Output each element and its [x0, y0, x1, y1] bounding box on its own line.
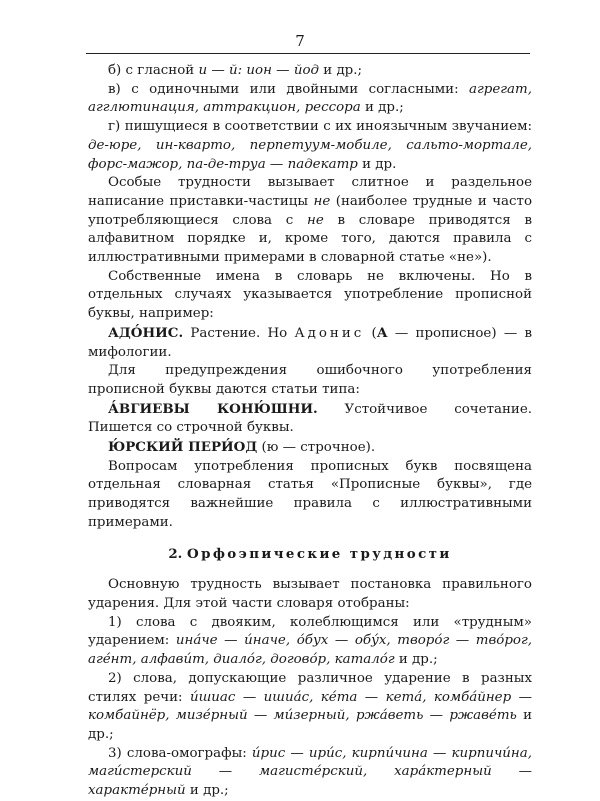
text: — прописное) — в мифологии.: [88, 325, 533, 360]
text: Устойчивое сочетание. Пишется со строчной буквы.: [88, 401, 532, 436]
italic-word: не: [307, 212, 324, 228]
text: Вопросам употребления прописных букв посвящена отдельная словарная статья «Прописные буквы», где приводятся важнейшие правила с иллюстративными примерами.: [88, 458, 532, 530]
paragraph-item-1: [88, 614, 532, 670]
entry-jurassic: [88, 438, 532, 458]
paragraph-ne-particle: [88, 174, 532, 268]
text: г) пишущиеся в соответствии с их иноязычным звучанием:: [108, 119, 532, 135]
paragraph-item-3: [88, 745, 532, 801]
text: 1) слова с двояким, колеблющимся или «трудным» ударением:: [88, 614, 532, 649]
text: б) с гласной: [108, 63, 199, 78]
italic-examples: де-юре, ин-кварто, перпетуум-мобиле, сальто-мортале, форс-мажор, па-де-труа — падекатр: [88, 137, 532, 172]
headword: А́ВГИЕВЫ КОНЮ́ШНИ.: [108, 400, 318, 417]
text: (ю — строчное).: [257, 440, 376, 456]
text: и др.;: [394, 652, 438, 668]
bold-letter: А: [376, 324, 388, 341]
paragraph-stress: [88, 576, 532, 613]
italic-examples: и — й: ион — йод: [198, 63, 319, 78]
italic-examples: и́рис — ири́с, кирпи́чина — кирпичи́на, маги́стерский — магисте́рский, хара́ктерный — характе́рный: [88, 745, 532, 799]
page-body: [88, 62, 532, 801]
italic-examples: и́шиас — ишиа́с, ке́та — кета́, комба́йнер — комбайнёр, мизе́рный — ми́зерный, ржа́веть — ржаве́ть: [88, 689, 533, 724]
text: Собственные имена в словарь не включены. Но в отдельных случаях указывается употребление прописной буквы, например:: [88, 268, 532, 322]
paragraph-consonants: [88, 81, 532, 118]
text: и др.: [357, 156, 397, 172]
headword: Ю́РСКИЙ ПЕРИ́ОД: [108, 439, 258, 456]
page-number: 7: [295, 32, 305, 50]
text: Растение. Но: [183, 325, 295, 341]
headword: АДО́НИС.: [108, 324, 184, 341]
text: (: [364, 325, 377, 341]
text: Для предупреждения ошибочного употребления прописной буквы даются статьи типа:: [88, 363, 532, 397]
paragraph-prevention: [88, 362, 532, 399]
paragraph-capitals-article: [88, 458, 532, 533]
italic-examples: агрегат, агглютинация, аттракцион, рессора: [88, 81, 532, 116]
text: и др.;: [185, 783, 229, 799]
text: 2) слова, допускающие различное ударение в разных стилях речи:: [88, 670, 532, 705]
text: Основную трудность вызывает постановка правильного ударения. Для этой части словаря отобраны:: [88, 577, 532, 611]
text: 3) слова-омографы:: [108, 745, 252, 761]
text: и др.;: [88, 708, 532, 742]
section-title: Орфоэпические трудности: [187, 545, 452, 562]
entry-augean-stables: [88, 400, 532, 438]
text: и др.;: [360, 100, 404, 116]
paragraph-vowel: [88, 62, 532, 81]
text: в) с одиночными или двойными согласными:: [108, 81, 470, 97]
section-heading: [88, 545, 532, 564]
spaced-word: Адонис: [294, 325, 365, 341]
paragraph-foreign: [88, 118, 532, 174]
entry-adonis: [88, 324, 532, 362]
italic-word: не: [313, 193, 331, 209]
section-number: 2.: [168, 545, 183, 562]
paragraph-proper-names: [88, 268, 532, 324]
text: (наиболее трудные и часто употребляющиеся слова с: [88, 193, 533, 228]
italic-examples: ина́че — и́наче, о́бух — обу́х, творо́г — тво́рог, аге́нт, алфави́т, диало́г, догово́р, катало́г: [88, 633, 533, 668]
text: и др.;: [319, 63, 363, 78]
text: в словаре приводятся в алфавитном порядке и, кроме того, даются правила с иллюстративными примерами в словарной статье «не»).: [88, 212, 532, 266]
paragraph-item-2: [88, 670, 532, 745]
header-rule: [86, 53, 530, 54]
text: Особые трудности вызывает слитное и раздельное написание приставки-частицы: [88, 175, 532, 209]
